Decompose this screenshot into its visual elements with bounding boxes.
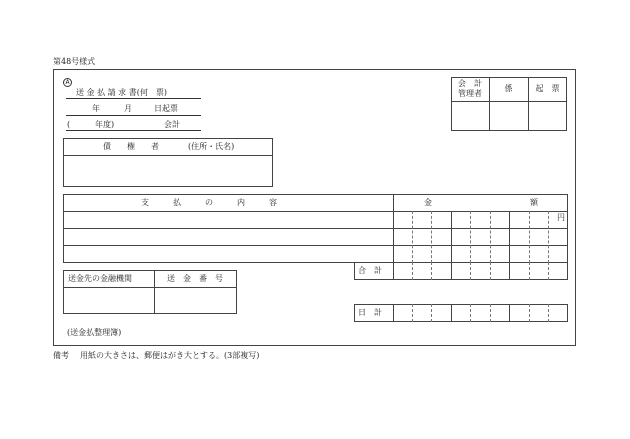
fiscal-underline [66, 130, 201, 131]
remittance-bank-header: 送金先の金融機関 [68, 274, 132, 283]
approval-accountant-line1: 会 計 [458, 79, 482, 88]
total-amount-field[interactable] [394, 263, 567, 279]
ledger-note: (送金払整理簿) [67, 328, 122, 337]
remittance-number-field[interactable] [155, 288, 236, 313]
approval-drafter-label: 起 票 [535, 84, 560, 93]
amount-header-left: 金 [424, 198, 432, 207]
payment-content-row-1[interactable] [64, 212, 392, 227]
fiscal-year-label: 年度) [95, 120, 115, 129]
approval-drafter-stamp-field[interactable] [529, 102, 566, 130]
amount-header-right: 額 [530, 198, 538, 207]
approval-clerk-stamp-field[interactable] [490, 102, 527, 130]
payment-content-header: 支 払 の 内 容 [141, 198, 277, 207]
date-year-label: 年 [92, 104, 100, 113]
form-title: 送 金 払 請 求 書(何 票) [76, 88, 167, 97]
remarks-label: 備考 [53, 351, 69, 360]
approval-clerk-label: 係 [504, 84, 513, 93]
total-label: 合 計 [358, 266, 382, 275]
daily-total-label: 日 計 [358, 308, 382, 317]
creditor-field[interactable] [64, 156, 272, 186]
seal-mark-icon: A [63, 78, 72, 87]
form-number: 第48号様式 [53, 57, 96, 66]
date-day-label: 日起票 [154, 104, 178, 113]
creditor-label: 債 権 者 [103, 142, 159, 151]
remittance-number-header: 送 金 番 号 [167, 274, 223, 283]
remarks-text: 用紙の大きさは、郵便はがき大とする。(3部複写) [80, 351, 260, 360]
remittance-bank-field[interactable] [64, 288, 153, 313]
payment-content-row-2[interactable] [64, 229, 392, 244]
date-month-label: 月 [124, 104, 132, 113]
approval-accountant-line2: 管理者 [458, 89, 482, 98]
title-underline [66, 98, 201, 99]
date-underline [66, 115, 201, 116]
yen-unit: 円 [557, 213, 565, 222]
approval-accountant-stamp-field[interactable] [452, 102, 488, 130]
payment-content-row-3[interactable] [64, 246, 392, 262]
creditor-note: (住所・氏名) [188, 142, 235, 151]
daily-total-amount-field[interactable] [394, 305, 567, 321]
fiscal-open-paren: ( [67, 120, 71, 129]
fiscal-account-label: 会計 [164, 120, 180, 129]
